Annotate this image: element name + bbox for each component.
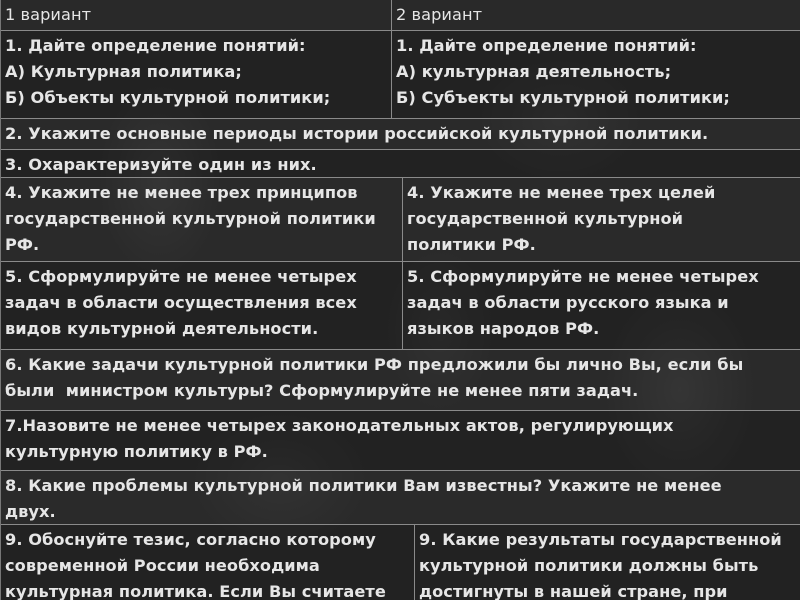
table-row-7 (1, 411, 800, 471)
header-variant-1: 1 вариант (5, 5, 92, 24)
row4-variant-2: 4. Укажите не менее трех целей государственной культурной политики РФ. (407, 183, 716, 254)
row5-variant-2: 5. Сформулируйте не менее четырех задач в области русского языка и языков народов РФ. (407, 267, 759, 338)
row6-text: 6. Какие задачи культурной политики РФ предложили бы лично Вы, если бы были министром культуры? Сформулируйте не менее пяти задач. (5, 355, 744, 400)
table-row-6 (1, 350, 800, 411)
table-row-5 (1, 262, 800, 350)
table-row-8 (1, 471, 800, 525)
table-row-2 (1, 119, 800, 150)
row7-text: 7.Назовите не менее четырех законодательных актов, регулирующих культурную политику в РФ. (5, 416, 674, 461)
table-row-4 (1, 178, 800, 262)
header-variant-2: 2 вариант (396, 5, 483, 24)
row1-variant-1: 1. Дайте определение понятий: А) Культурная политика; Б) Объекты культурной политики; (5, 36, 331, 107)
row3-text: 3. Охарактеризуйте один из них. (5, 155, 317, 174)
row9-variant-1: 9. Обоснуйте тезис, согласно которому современной России необходима культурная политика. Если Вы считаете (5, 530, 386, 600)
row2-text: 2. Укажите основные периоды истории российской культурной политики. (5, 124, 709, 143)
row4-variant-1: 4. Укажите не менее трех принципов государственной культурной политики РФ. (5, 183, 376, 254)
table-row-1 (1, 31, 800, 119)
table-row-9 (1, 525, 800, 600)
table-row-3 (1, 150, 800, 178)
row8-text: 8. Какие проблемы культурной политики Вам известны? Укажите не менее двух. (5, 476, 722, 521)
row9-variant-2: 9. Какие результаты государственной культурной политики должны быть достигнуты в нашей стране, при (419, 530, 782, 600)
row5-variant-1: 5. Сформулируйте не менее четырех задач в области осуществления всех видов культурной деятельности. (5, 267, 357, 338)
table-header-row (1, 0, 800, 31)
row1-variant-2: 1. Дайте определение понятий: А) культурная деятельность; Б) Субъекты культурной политики; (396, 36, 730, 107)
